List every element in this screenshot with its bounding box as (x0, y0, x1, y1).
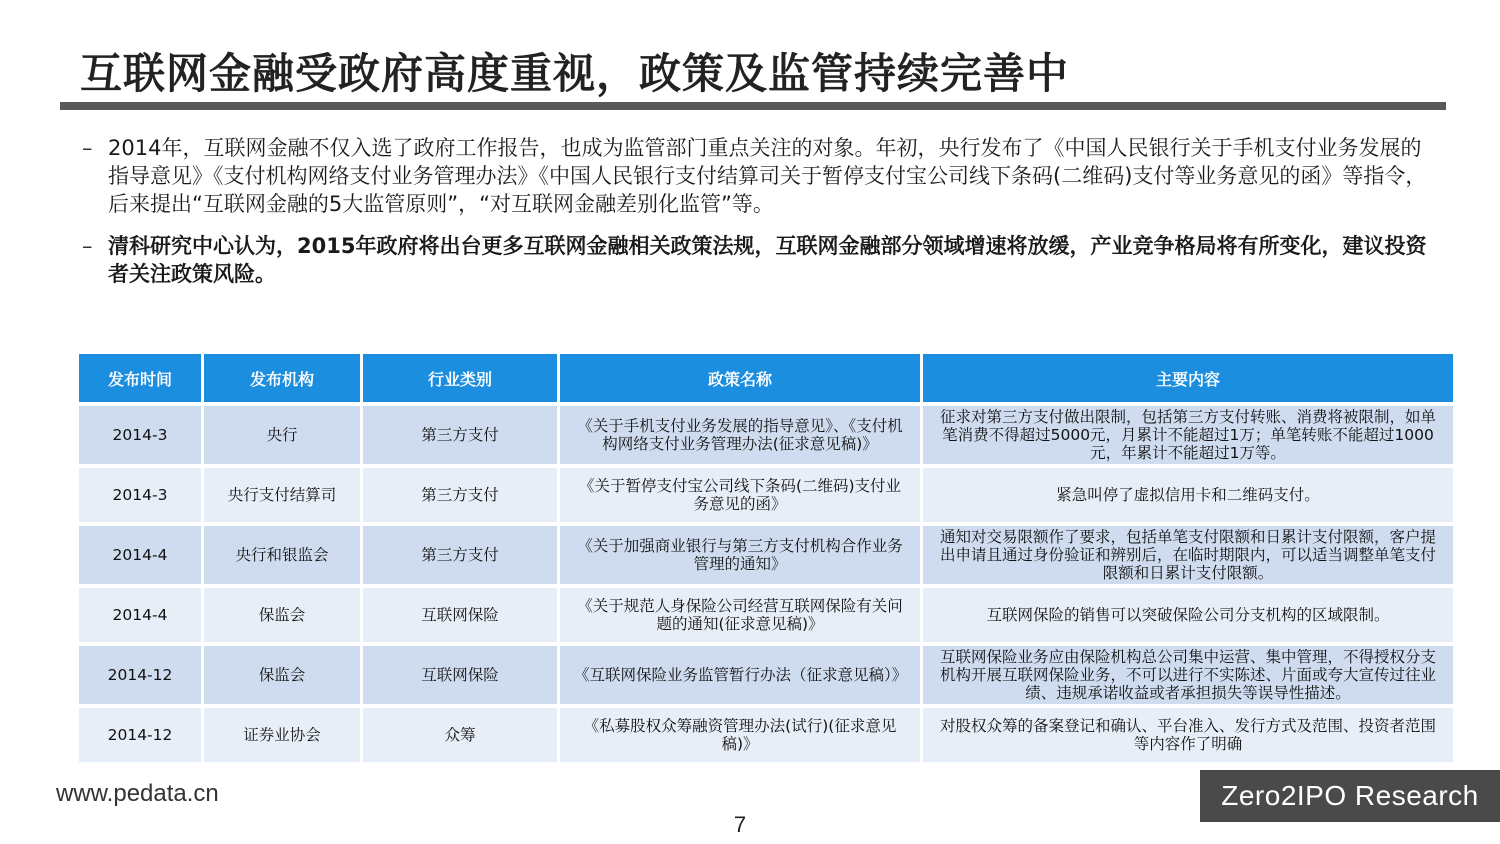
cell-policy: 《关于暂停支付宝公司线下条码(二维码)支付业务意见的函》 (560, 468, 920, 522)
cell-industry: 第三方支付 (363, 468, 557, 522)
cell-industry: 第三方支付 (363, 526, 557, 584)
policy-table (76, 350, 1456, 766)
header-industry: 行业类别 (363, 354, 557, 402)
cell-agency: 央行 (204, 406, 360, 464)
cell-industry: 第三方支付 (363, 406, 557, 464)
cell-content: 征求对第三方支付做出限制，包括第三方支付转账、消费将被限制，如单笔消费不得超过5000元，月累计不能超过1万；单笔转账不能超过1000元，年累计不能超过1万等。 (923, 406, 1453, 464)
cell-policy: 《关于加强商业银行与第三方支付机构合作业务管理的通知》 (560, 526, 920, 584)
cell-agency: 保监会 (204, 588, 360, 642)
cell-content: 紧急叫停了虚拟信用卡和二维码支付。 (923, 468, 1453, 522)
page-title: 互联网金融受政府高度重视，政策及监管持续完善中 (80, 49, 1070, 98)
cell-date: 2014-12 (79, 708, 201, 762)
brand-logo: Zero2IPO Research (1200, 770, 1500, 822)
table-header-row (79, 354, 1453, 402)
table-row (79, 588, 1453, 642)
cell-agency: 证券业协会 (204, 708, 360, 762)
bullet-text: 2014年，互联网金融不仅入选了政府工作报告，也成为监管部门重点关注的对象。年初，央行发布了《中国人民银行关于手机支付业务发展的指导意见》《支付机构网络支付业务管理办法》《中国人民银行支付结算司关于暂停支付宝公司线下条码(二维码)支付等业务意见的函》等指令，后来提出“互联网金融的5大监管原则”，“对互联网金融差别化监管”等。 (108, 136, 1427, 216)
cell-industry: 互联网保险 (363, 588, 557, 642)
cell-content: 互联网保险的销售可以突破保险公司分支机构的区域限制。 (923, 588, 1453, 642)
cell-date: 2014-12 (79, 646, 201, 704)
header-agency: 发布机构 (204, 354, 360, 402)
cell-content: 对股权众筹的备案登记和确认、平台准入、发行方式及范围、投资者范围等内容作了明确 (923, 708, 1453, 762)
table-row (79, 406, 1453, 464)
cell-industry: 众筹 (363, 708, 557, 762)
cell-policy: 《关于手机支付业务发展的指导意见》、《支付机构网络支付业务管理办法(征求意见稿)》 (560, 406, 920, 464)
bullet-item (82, 232, 1442, 288)
website-url: www.pedata.cn (56, 780, 219, 807)
cell-date: 2014-4 (79, 526, 201, 584)
table-row (79, 646, 1453, 704)
header-main-content: 主要内容 (923, 354, 1453, 402)
table-row (79, 708, 1453, 762)
header-policy-name: 政策名称 (560, 354, 920, 402)
title-underline (60, 102, 1446, 110)
cell-agency: 央行支付结算司 (204, 468, 360, 522)
page-number: 7 (733, 812, 747, 837)
cell-date: 2014-3 (79, 406, 201, 464)
cell-industry: 互联网保险 (363, 646, 557, 704)
cell-content: 通知对交易限额作了要求，包括单笔支付限额和日累计支付限额，客户提出申请且通过身份验证和辨别后，在临时期限内，可以适当调整单笔支付限额和日累计支付限额。 (923, 526, 1453, 584)
cell-date: 2014-3 (79, 468, 201, 522)
cell-agency: 保监会 (204, 646, 360, 704)
cell-date: 2014-4 (79, 588, 201, 642)
cell-policy: 《私募股权众筹融资管理办法(试行)(征求意见稿)》 (560, 708, 920, 762)
bullet-dash: – (82, 136, 93, 160)
table-row (79, 468, 1453, 522)
cell-content: 互联网保险业务应由保险机构总公司集中运营、集中管理，不得授权分支机构开展互联网保险业务，不可以进行不实陈述、片面或夸大宣传过往业绩、违规承诺收益或者承担损失等误导性描述。 (923, 646, 1453, 704)
table-row (79, 526, 1453, 584)
bullet-item (82, 134, 1442, 218)
cell-policy: 《互联网保险业务监管暂行办法（征求意见稿）》 (560, 646, 920, 704)
bullet-text-conclusion: 清科研究中心认为，2015年政府将出台更多互联网金融相关政策法规，互联网金融部分领域增速将放缓，产业竞争格局将有所变化，建议投资者关注政策风险。 (108, 234, 1427, 286)
bullet-list (82, 134, 1442, 302)
cell-policy: 《关于规范人身保险公司经营互联网保险有关问题的通知(征求意见稿)》 (560, 588, 920, 642)
cell-agency: 央行和银监会 (204, 526, 360, 584)
bullet-dash: – (82, 234, 93, 258)
header-release-date: 发布时间 (79, 354, 201, 402)
